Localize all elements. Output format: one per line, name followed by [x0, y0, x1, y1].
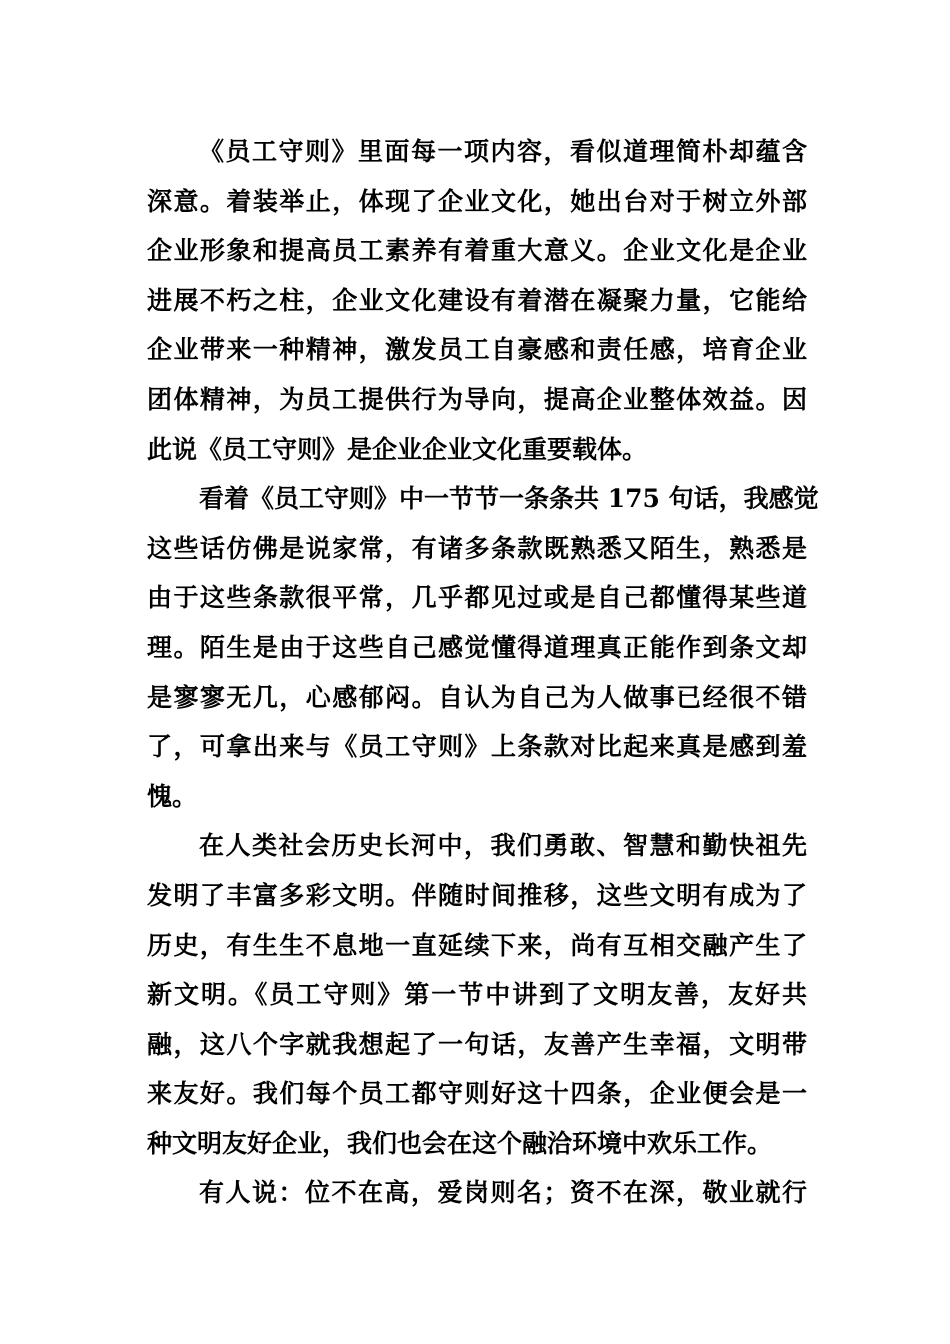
- paragraph-line: 种文明友好企业，我们也会在这个融洽环境中欢乐工作。: [147, 1128, 773, 1158]
- paragraph-4: [147, 1168, 807, 1218]
- paragraph-line: 进展不朽之柱，企业文化建设有着潜在凝聚力量，它能给: [147, 285, 807, 315]
- paragraph-line: 企业带来一种精神，激发员工自豪感和责任感，培育企业: [147, 335, 807, 365]
- paragraph-1: [147, 127, 807, 474]
- paragraph-line: 深意。着装举止，体现了企业文化，她出台对于树立外部: [147, 186, 807, 216]
- paragraph-line: 看着《员工守则》中一节节一条条共 175 句话，我感觉: [199, 484, 819, 514]
- paragraph-2: [147, 474, 819, 821]
- paragraph-line: 企业形象和提高员工素养有着重大意义。企业文化是企业: [147, 236, 807, 266]
- paragraph-line: 此说《员工守则》是企业企业文化重要载体。: [147, 434, 648, 464]
- paragraph-line: 愧。: [147, 781, 198, 811]
- paragraph-line: 历史，有生生不息地一直延续下来，尚有互相交融产生了: [147, 930, 807, 960]
- paragraph-line: 有人说：位不在高，爱岗则名；资不在深，敬业就行: [199, 1178, 807, 1208]
- paragraph-line: 团体精神，为员工提供行为导向，提高企业整体效益。因: [147, 384, 807, 414]
- paragraph-line: 理。陌生是由于这些自己感觉懂得道理真正能作到条文却: [147, 632, 807, 662]
- paragraph-line: 在人类社会历史长河中，我们勇敢、智慧和勤快祖先: [199, 831, 807, 861]
- paragraph-line: 新文明。《员工守则》第一节中讲到了文明友善，友好共: [147, 980, 807, 1010]
- paragraph-line: 来友好。我们每个员工都守则好这十四条，企业便会是一: [147, 1079, 807, 1109]
- paragraph-line: 发明了丰富多彩文明。伴随时间推移，这些文明有成为了: [147, 880, 807, 910]
- paragraph-line: 这些话仿佛是说家常，有诸多条款既熟悉又陌生，熟悉是: [147, 533, 807, 563]
- paragraph-line: 是寥寥无几，心感郁闷。自认为自己为人做事已经很不错: [147, 682, 807, 712]
- paragraph-line: 融，这八个字就我想起了一句话，友善产生幸福，文明带: [147, 1029, 807, 1059]
- paragraph-3: [147, 821, 807, 1168]
- paragraph-line: 《员工守则》里面每一项内容，看似道理简朴却蕴含: [199, 137, 807, 166]
- paragraph-line: 由于这些条款很平常，几乎都见过或是自己都懂得某些道: [147, 583, 807, 613]
- document-body: [147, 127, 819, 1218]
- paragraph-line: 了，可拿出来与《员工守则》上条款对比起来真是感到羞: [147, 732, 807, 762]
